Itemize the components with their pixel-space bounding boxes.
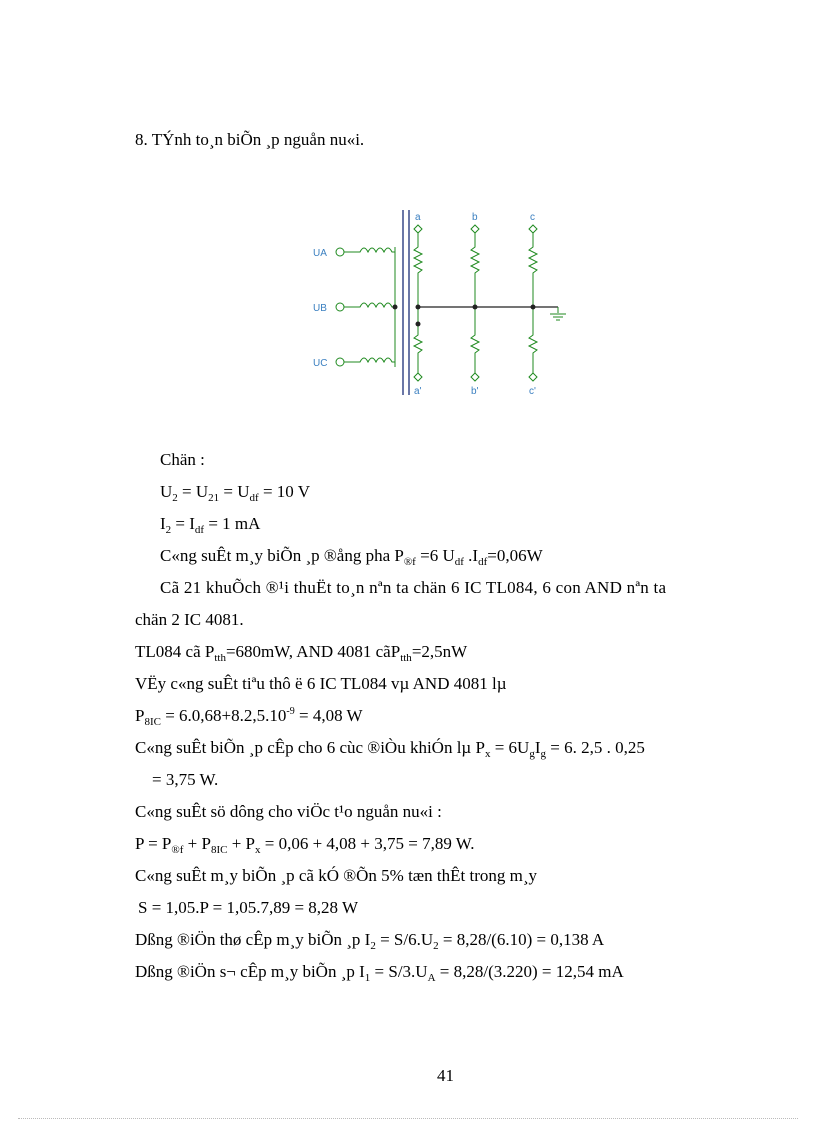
opamp-count-line: Cã 21 khuÕch ®¹i thuËt to¸n nªn ta chän 6 IC TL084, 6 con AND nªn ta — [160, 578, 667, 597]
label-b-prime: b' — [471, 386, 479, 397]
secondary-coil-a-top — [414, 233, 422, 307]
top-terminal-a — [414, 225, 422, 233]
neutral-join-dot — [393, 305, 398, 310]
primary-coil-c — [344, 358, 395, 367]
section-heading: 8. TÝnh to¸n biÕn ¸p nguån nu«i. — [135, 130, 365, 149]
ic-consumption-formula: $P_{8IC} = 6.0,68+8.2,5.10^{-9} = 4,08$ W — [135, 706, 363, 728]
label-ub: UB — [313, 303, 327, 314]
secondary-coil-c-top — [529, 233, 537, 307]
primary-current-line: Dßng ®iÖn s¬ cÊp m¸y biÕn ¸p $I_1 = S/3.U_A = 8,28/(3.220) = 12,54$ mA — [135, 962, 624, 984]
ic-power-spec-line: TL084 cã $P_{tth}=680mW$, AND 4081 cãP$_{tth}$=2,5nW — [135, 642, 468, 664]
primary-coil-a — [344, 247, 395, 252]
ic-consumption-intro: VËy c«ng suÊt tiªu thô ë 6 IC TL084 vµ AND 4081 lµ — [135, 674, 507, 693]
label-ua: UA — [313, 248, 327, 259]
voltage-line: $U_2 = U_{21} = U_{df} = 10$ V — [160, 482, 311, 504]
top-terminal-b — [471, 225, 479, 233]
apparent-power-formula: S = 1,05.P = 1,05.7,89 = 8,28 W — [138, 898, 359, 917]
bottom-terminal-b — [471, 373, 479, 381]
top-terminal-c — [529, 225, 537, 233]
label-c: c — [530, 212, 535, 223]
gate-drive-power-line: C«ng suÊt biÕn ¸p cÊp cho 6 cùc ®iÒu khiÓn lµ $P_x = 6U_gI_g = 6$. 2,5 . 0,25 — [135, 738, 645, 760]
input-terminal-uc — [336, 358, 344, 366]
secondary-coil-b-bottom — [471, 307, 479, 373]
input-terminal-ub — [336, 303, 344, 311]
opamp-count-line-cont: chän 2 IC 4081. — [135, 610, 244, 629]
supply-power-intro: C«ng suÊt sö dông cho viÖc t¹o nguån nu«i : — [135, 802, 442, 821]
label-a-prime: a' — [414, 386, 422, 397]
bottom-terminal-a — [414, 373, 422, 381]
total-power-formula: $P = P_{®f} + P_{8IC} + P_x = 0,06 + 4,08 + 3,75 = 7,89$ W. — [135, 834, 475, 856]
label-uc: UC — [313, 358, 328, 369]
chon-label: Chän : — [160, 450, 205, 469]
secondary-coil-a-bottom — [414, 307, 422, 373]
page-bottom-divider — [18, 1118, 798, 1119]
primary-coil-b — [344, 303, 395, 307]
secondary-current-line: Dßng ®iÖn thø cÊp m¸y biÕn ¸p $I_2 = S/6.U_2 = 8,28/(6.10) = 0,138$ A — [135, 930, 605, 952]
label-b: b — [472, 212, 478, 223]
secondary-coil-b-top — [471, 233, 479, 307]
bottom-terminal-c — [529, 373, 537, 381]
input-terminal-ua — [336, 248, 344, 256]
loss-power-intro: C«ng suÊt m¸y biÕn ¸p cã kÓ ®Õn 5% tæn thÊt trong m¸y — [135, 866, 537, 885]
sync-transformer-power-line: C«ng suÊt m¸y biÕn ¸p ®ång pha $P_{®f} =6$ $U_{df}$ $.I_{df}=0,06W$ — [160, 546, 543, 568]
ground-symbol-icon — [550, 307, 566, 320]
page-number: 41 — [437, 1066, 454, 1085]
transformer-circuit-diagram — [300, 205, 580, 400]
gate-drive-power-result: = 3,75 W. — [152, 770, 219, 789]
secondary-coil-c-bottom — [529, 307, 537, 373]
label-a: a — [415, 212, 421, 223]
current-line: $I_2 = I_{df} = 1$ mA — [160, 514, 261, 536]
label-c-prime: c' — [529, 386, 536, 397]
